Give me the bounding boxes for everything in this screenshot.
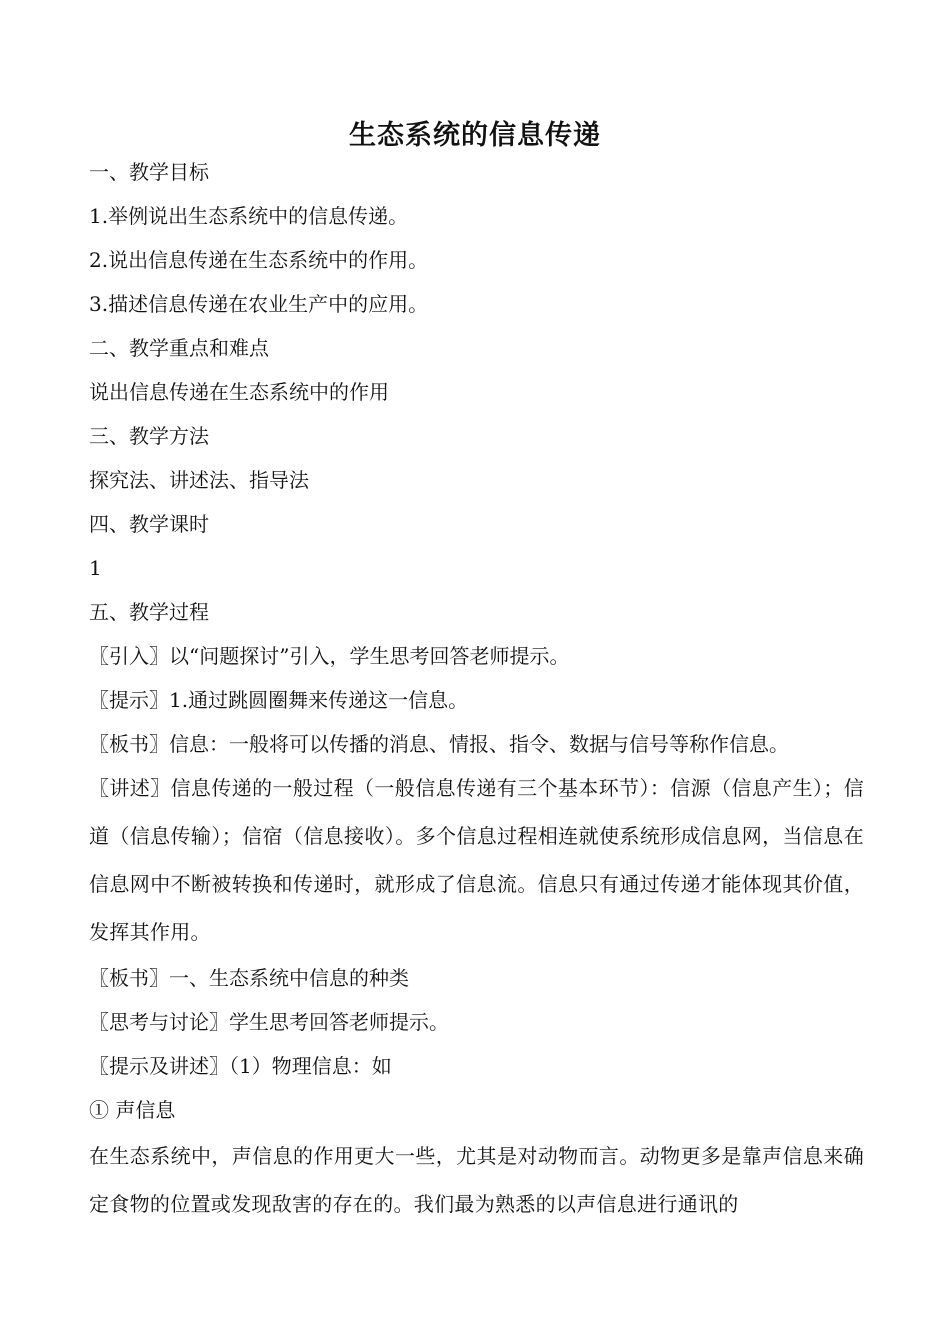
section-heading-key-points: 二、教学重点和难点 <box>89 336 269 360</box>
board-heading-info-types: 〖板书〗一、生态系统中信息的种类 <box>89 966 409 990</box>
process-hint: 〖提示〗1.通过跳圆圈舞来传递这一信息。 <box>89 688 469 712</box>
section-heading-methods: 三、教学方法 <box>89 424 209 448</box>
discussion-line: 〖思考与讨论〗学生思考回答老师提示。 <box>89 1010 449 1034</box>
objective-item-3: 3.描述信息传递在农业生产中的应用。 <box>89 292 429 316</box>
methods-text: 探究法、讲述法、指导法 <box>89 468 309 492</box>
sound-info-paragraph: 在生态系统中，声信息的作用更大一些，尤其是对动物而言。动物更多是靠声信息来确定食物的位置或发现敌害的存在的。我们最为熟悉的以声信息进行通讯的 <box>89 1144 864 1216</box>
sound-info-heading: ① 声信息 <box>89 1098 176 1122</box>
process-board-definition: 〖板书〗信息：一般将可以传播的消息、情报、指令、数据与信号等称作信息。 <box>89 732 789 756</box>
document-body <box>89 150 864 1228</box>
objective-item-1: 1.举例说出生态系统中的信息传递。 <box>89 204 409 228</box>
objective-item-2: 2.说出信息传递在生态系统中的作用。 <box>89 248 429 272</box>
process-intro: 〖引入〗以“问题探讨”引入，学生思考回答老师提示。 <box>89 644 570 668</box>
document-title: 生态系统的信息传递 <box>349 120 601 151</box>
section-heading-objectives: 一、教学目标 <box>89 160 209 184</box>
section-heading-process: 五、教学过程 <box>89 600 209 624</box>
periods-value: 1 <box>89 556 102 580</box>
key-points-text: 说出信息传递在生态系统中的作用 <box>89 380 389 404</box>
lecture-paragraph: 〖讲述〗信息传递的一般过程（一般信息传递有三个基本环节）：信源（信息产生）；信道（信息传输）；信宿（信息接收）。多个信息过程相连就使系统形成信息网，当信息在信息网中不断被转换和传递时，就形成了信息流。信息只有通过传递才能体现其价值，发挥其作用。 <box>89 776 864 944</box>
hint-physical-info: 〖提示及讲述〗（1）物理信息：如 <box>89 1054 392 1078</box>
section-heading-periods: 四、教学课时 <box>89 512 209 536</box>
